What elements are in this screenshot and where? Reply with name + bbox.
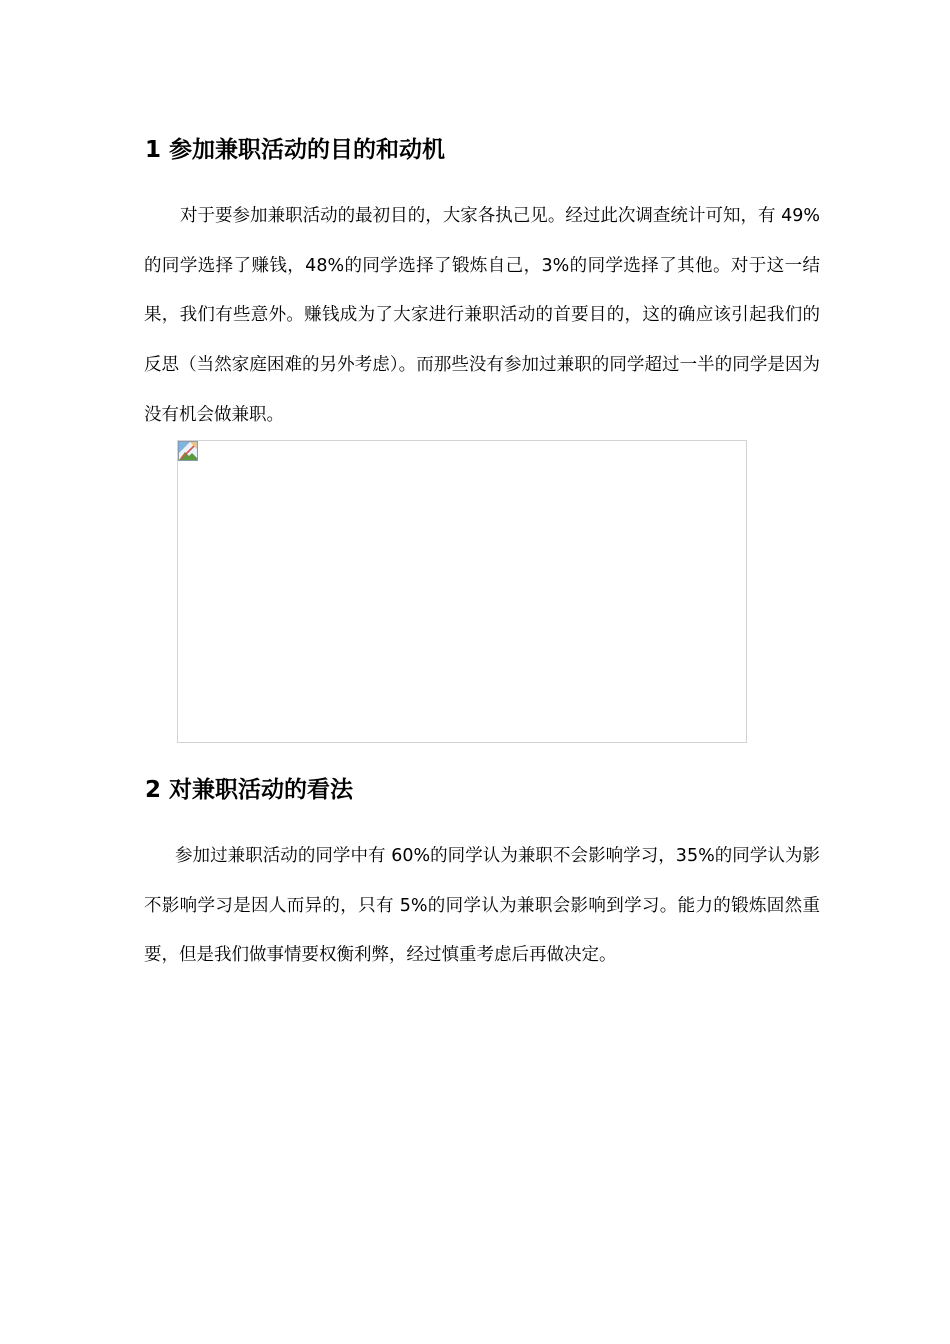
- broken-image-icon: [178, 441, 198, 461]
- section-2-heading: 2 对兼职活动的看法: [145, 777, 354, 803]
- figure-placeholder: [177, 440, 747, 743]
- section-1-paragraph: 对于要参加兼职活动的最初目的，大家各执己见。经过此次调查统计可知，有 49%的同学选择了赚钱，48%的同学选择了锻炼自己，3%的同学选择了其他。对于这一结果，我们有些意外。赚钱成为了大家进行兼职活动的首要目的，这的确应该引起我们的反思（当然家庭困难的另外考虑）。而那些没有参加过兼职的同学超过一半的同学是因为没有机会做兼职。: [144, 206, 820, 425]
- section-2-paragraph: 参加过兼职活动的同学中有 60%的同学认为兼职不会影响学习，35%的同学认为影不影响学习是因人而异的，只有 5%的同学认为兼职会影响到学习。能力的锻炼固然重要，但是我们做事情要权衡利弊，经过慎重考虑后再做决定。: [144, 846, 820, 966]
- section-1-heading: 1 参加兼职活动的目的和动机: [145, 137, 446, 163]
